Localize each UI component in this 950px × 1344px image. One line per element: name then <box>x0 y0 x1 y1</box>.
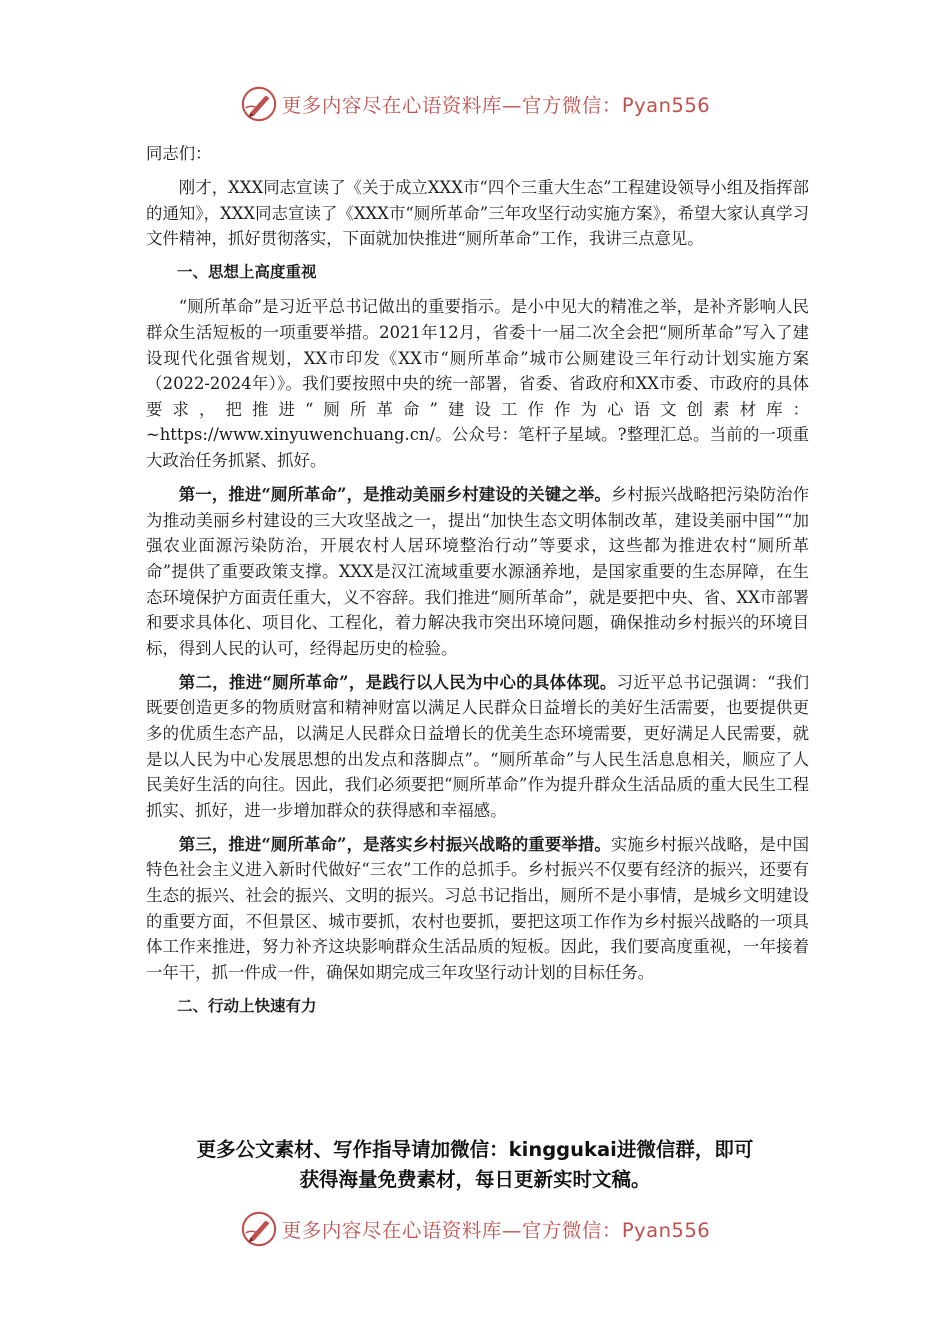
greeting: 同志们： <box>146 144 212 163</box>
promo-line-1: 更多公文素材、写作指导请加微信：kinggukai进微信群，即可 <box>196 1138 754 1161</box>
intro-paragraph: 刚才，XXX同志宣读了《关于成立XXX市“四个三重大生态”工程建设领导小组及指挥部的通知》，XXX同志宣读了《XXX市“厕所革命”三年攻坚行动实施方案》，希望大家认真学习文件精神，抓好贯彻落实，下面就加快推进“厕所革命”工作，我讲三点意见。 <box>146 178 809 249</box>
section-2-heading: 二、行动上快速有力 <box>177 996 317 1015</box>
point-1-paragraph <box>146 482 809 661</box>
point-3-body: 实施乡村振兴战略，是中国特色社会主义进入新时代做好“三农”工作的总抓手。乡村振兴不仅要有经济的振兴，还要有生态的振兴、社会的振兴、文明的振兴。习总书记指出，厕所不是小事情，是城乡文明建设的重要方面，不但景区、城市要抓，农村也要抓，要把这项工作作为乡村振兴战略的一项具体工作来推进，努力补齐这块影响群众生活品质的短板。因此，我们要高度重视，一年接着一年干，抓一件成一件，确保如期完成三年攻坚行动计划的目标任务。 <box>146 834 810 982</box>
point-1-lead: 第一，推进“厕所革命”，是推动美丽乡村建设的关键之举。 <box>178 485 611 505</box>
promo-notice <box>120 1135 830 1195</box>
promo-line-2: 获得海量免费素材，每日更新实时文稿。 <box>299 1168 651 1191</box>
point-2-paragraph <box>146 670 809 824</box>
point-1-body: 乡村振兴战略把污染防治作为推动美丽乡村建设的三大攻坚战之一，提出“加快生态文明体制改革，建设美丽中国”“加强农业面源污染防治，开展农村人居环境整治行动”等要求，这些都为推进农村“厕所革命”提供了重要政策支撑。XXX是汉江流域重要水源涵养地，是国家重要的生态屏障，在生态环境保护方面责任重大，义不容辞。我们推进“厕所革命”，就是要把中央、省、XX市部署和要求具体化、项目化、工程化，着力解决我市突出环境问题，确保推动乡村振兴的环境目标，得到人民的认可，经得起历史的检验。 <box>146 485 810 658</box>
point-2-body: 习近平总书记强调：“我们既要创造更多的物质财富和精神财富以满足人民群众日益增长的美好生活需要，也要提供更多的优质生态产品，以满足人民群众日益增长的优美生态环境需要，更好满足人民需要，就是以人民为中心发展思想的出发点和落脚点”。“厕所革命”与人民生活息息相关，顺应了人民美好生活的向往。因此，我们必须要把“厕所革命”作为提升群众生活品质的重大民生工程抓实、抓好，进一步增加群众的获得感和幸福感。 <box>146 672 809 820</box>
pen-logo-icon <box>240 1210 278 1248</box>
brand-header <box>0 82 950 126</box>
point-2-lead: 第二，推进“厕所革命”，是践行以人民为中心的具体体现。 <box>178 672 617 692</box>
section-1-heading: 一、思想上高度重视 <box>177 263 317 282</box>
brand-footer <box>0 1207 950 1251</box>
section-1-paragraph: “厕所革命”是习近平总书记做出的重要指示。是小中见大的精准之举，是补齐影响人民群众生活短板的一项重要举措。2021年12月，省委十一届二次全会把“厕所革命”写入了建设现代化强省规划，XX市印发《XX市“厕所革命”城市公厕建设三年行动计划实施方案（2022-2024年）》。我们要按照中央的统一部署，省委、省政府和XX市委、市政府的具体要求，把推进“厕所革命”建设工作作为心语文创素材库：~https://www.xinyuwenchuang.cn/。公众号：笔杆子星域。?整理汇总。当前的一项重大政治任务抓紧、抓好。 <box>146 297 809 471</box>
brand-text: 更多内容尽在心语资料库—官方微信：Pyan556 <box>281 1219 711 1242</box>
point-3-paragraph <box>146 832 809 986</box>
document-body <box>146 141 809 1028</box>
point-3-lead: 第三，推进“厕所革命”，是落实乡村振兴战略的重要举措。 <box>178 834 611 854</box>
brand-text: 更多内容尽在心语资料库—官方微信：Pyan556 <box>281 94 711 117</box>
pen-logo-icon <box>240 85 278 123</box>
